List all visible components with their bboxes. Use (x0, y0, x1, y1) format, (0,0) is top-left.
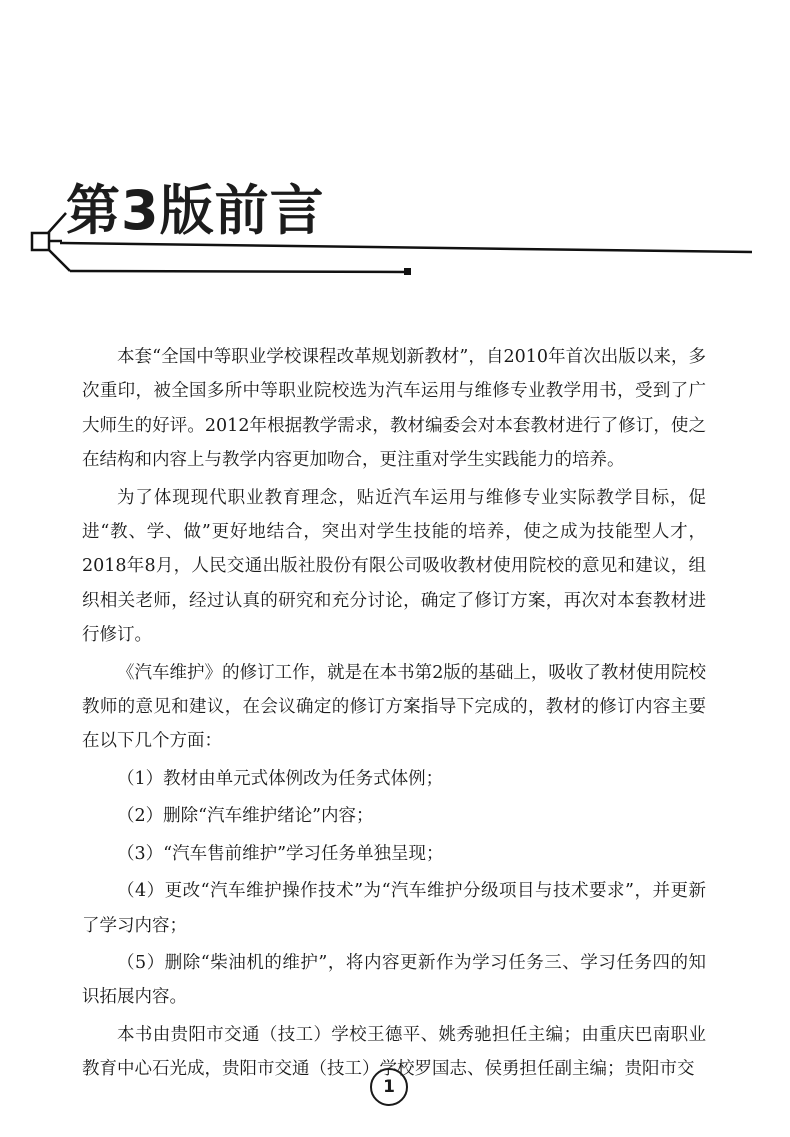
list-item: （4）更改“汽车维护操作技术”为“汽车维护分级项目与技术要求”，并更新了学习内容； (82, 881, 706, 936)
lower-diagonal-line (49, 250, 70, 271)
paragraph: 本套“全国中等职业学校课程改革规划新教材”，自2010年首次出版以来，多次重印，被全国多所中等职业院校选为汽车运用与维修专业教学用书，受到了广大师生的好评。2012年根据教学需求，教材编委会对本套教材进行了修订，使之在结构和内容上与教学内容更加吻合，更注重对学生实践能力的培养。 (82, 347, 706, 471)
preface-body (82, 340, 706, 1090)
paragraph: 《汽车维护》的修订工作，就是在本书第2版的基础上，吸收了教材使用院校教师的意见和建议，在会议确定的修订方案指导下完成的，教材的修订内容主要在以下几个方面： (82, 662, 706, 752)
list-item: （3）“汽车售前维护”学习任务单独呈现； (117, 843, 444, 864)
upper-diagonal-line (48, 213, 66, 233)
list-item: （2）删除“汽车维护绪论”内容； (117, 806, 374, 827)
chapter-header (0, 0, 790, 300)
corner-square-icon (32, 233, 49, 250)
list-item: （1）教材由单元式体例改为任务式体例； (117, 768, 444, 789)
title-underline (62, 243, 752, 252)
lower-rule-line (70, 271, 406, 272)
page-title: 第3版前言 (66, 179, 325, 242)
list-item: （5）删除“柴油机的维护”，将内容更新作为学习任务三、学习任务四的知识拓展内容。 (82, 952, 706, 1008)
paragraph: 为了体现现代职业教育理念，贴近汽车运用与维修专业实际教学目标，促进“教、学、做”更好地结合，突出对学生技能的培养，使之成为技能型人才，2018年8月，人民交通出版社股份有限公司吸收教材使用院校的意见和建议，组织相关老师，经过认真的研究和充分讨论，确定了修订方案，再次对本套教材进行修订。 (82, 487, 706, 646)
page-number: 1 (370, 1068, 408, 1106)
paragraph: 本书由贵阳市交通（技工）学校王德平、姚秀驰担任主编；由重庆巴南职业教育中心石光成，贵阳市交通（技工）学校罗国志、侯勇担任副主编；贵阳市交 (82, 1024, 706, 1080)
rule-end-square-icon (404, 268, 411, 275)
header-decoration (0, 0, 790, 300)
